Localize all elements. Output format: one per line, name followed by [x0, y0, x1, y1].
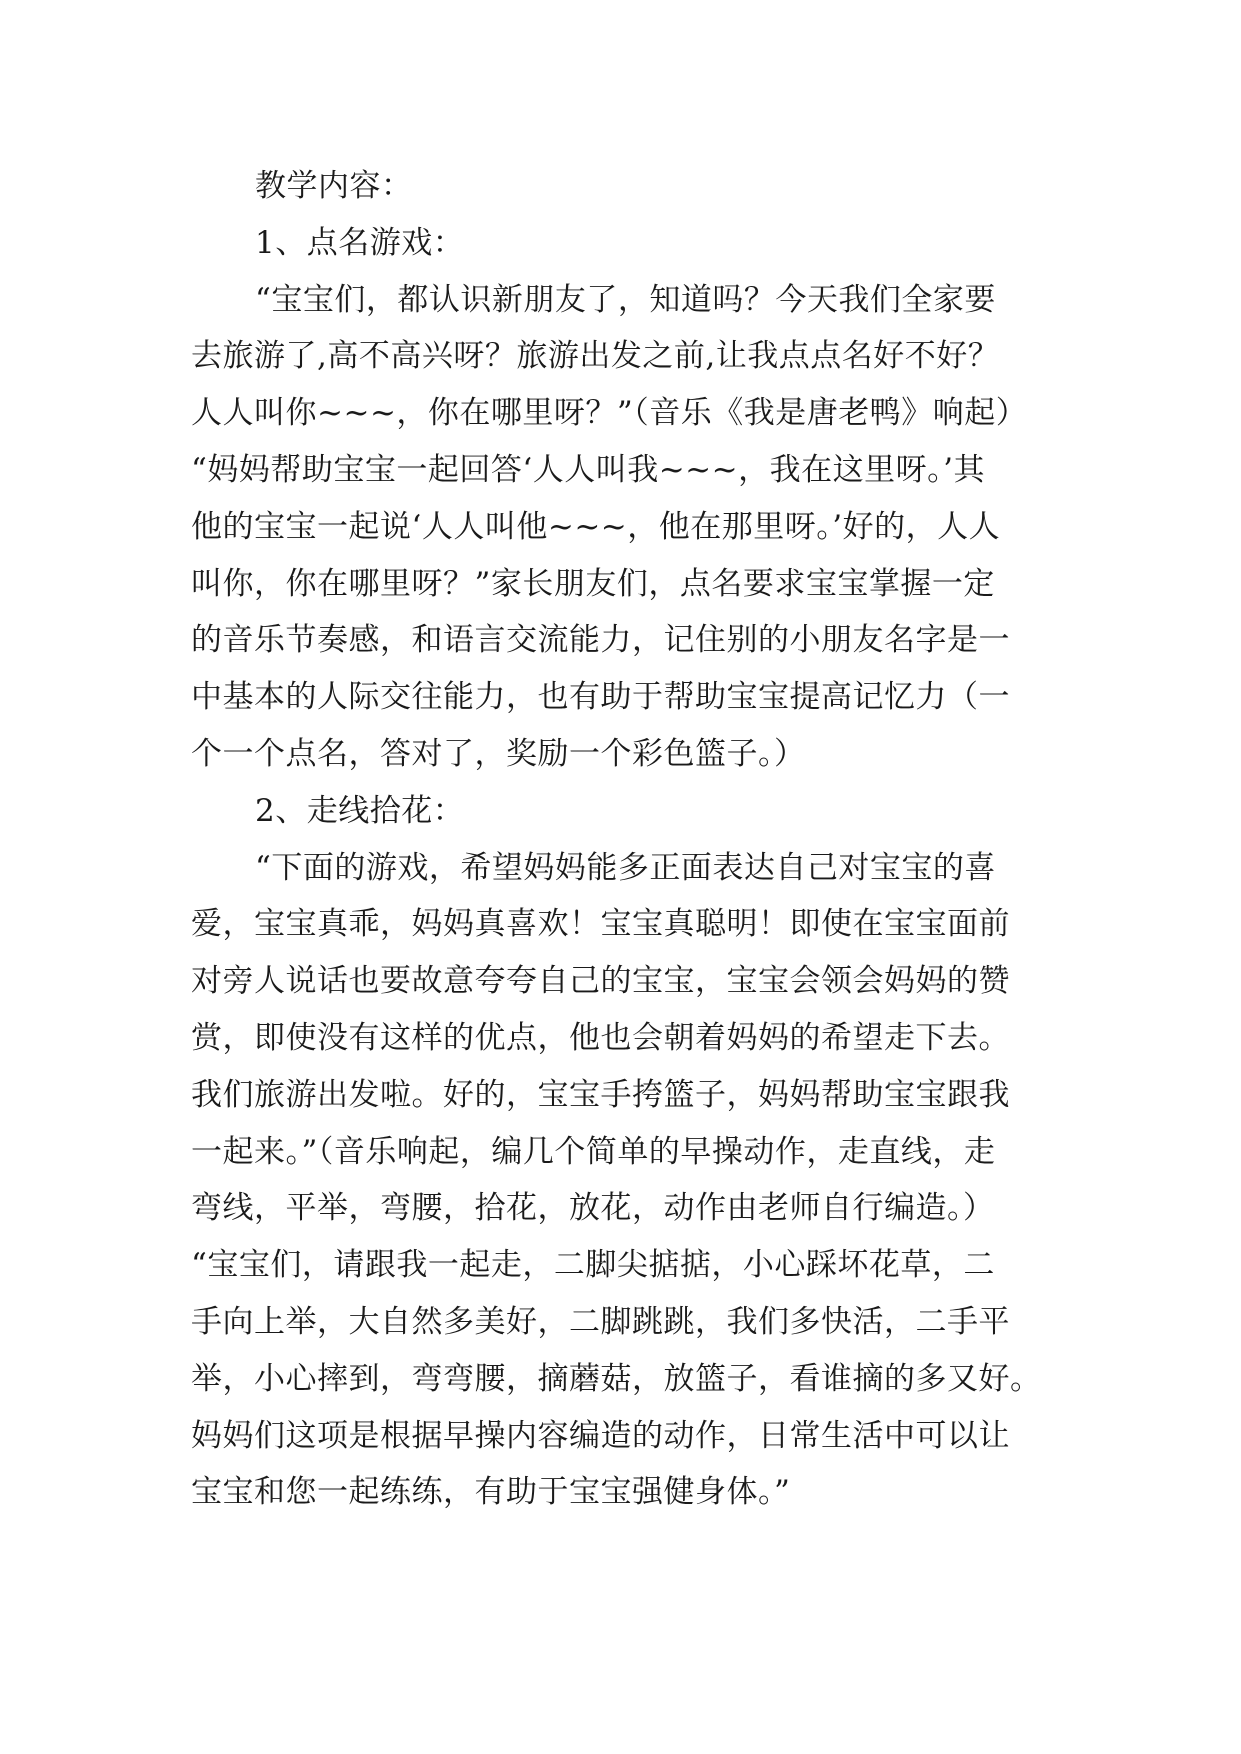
text-line: 叫你，你在哪里呀？”家长朋友们，点名要求宝宝掌握一定 — [191, 565, 995, 602]
text-line: 宝宝和您一起练练，有助于宝宝强健身体。” — [191, 1474, 791, 1511]
text-line: “下面的游戏，希望妈妈能多正面表达自己对宝宝的喜 — [255, 849, 996, 886]
text-line: “宝宝们，请跟我一起走，二脚尖掂掂，小心踩坏花草，二 — [191, 1247, 995, 1284]
text-line: 对旁人说话也要故意夸夸自己的宝宝，宝宝会领会妈妈的赞 — [191, 963, 1010, 1000]
text-line: 的音乐节奏感，和语言交流能力，记住别的小朋友名字是一 — [191, 622, 1010, 659]
text-line: 举，小心摔到，弯弯腰，摘蘑菇，放篮子，看谁摘的多又好。 — [191, 1360, 1042, 1397]
text-line: “宝宝们，都认识新朋友了，知道吗？今天我们全家要 — [255, 281, 996, 318]
text-line: 个一个点名，答对了，奖励一个彩色篮子。） — [191, 735, 806, 772]
document-body — [191, 158, 1071, 1521]
text-line: 赏，即使没有这样的优点，他也会朝着妈妈的希望走下去。 — [191, 1019, 1010, 1056]
text-line: 弯线，平举，弯腰，拾花，放花，动作由老师自行编造。） — [191, 1190, 995, 1227]
text-line: 爱，宝宝真乖，妈妈真喜欢！宝宝真聪明！即使在宝宝面前 — [191, 906, 1010, 943]
text-line: 人人叫你~~~，你在哪里呀？”（音乐《我是唐老鸭》响起） — [191, 395, 1028, 432]
text-line: “妈妈帮助宝宝一起回答‘人人叫我~~~，我在这里呀。’其 — [191, 451, 985, 488]
text-line: 他的宝宝一起说‘人人叫他~~~，他在那里呀。’好的，人人 — [191, 508, 1001, 545]
paragraph-roll-call — [191, 272, 1071, 783]
text-line: 中基本的人际交往能力，也有助于帮助宝宝提高记忆力（一 — [191, 679, 1010, 716]
text-line: 妈妈们这项是根据早操内容编造的动作，日常生活中可以让 — [191, 1417, 1010, 1454]
text-line: 一起来。”（音乐响起，编几个简单的早操动作，走直线，走 — [191, 1133, 996, 1170]
paragraph-walk-line — [191, 840, 1071, 1522]
section-title-roll-call: 1、点名游戏： — [255, 224, 465, 261]
text-line: 去旅游了,高不高兴呀？旅游出发之前,让我点点名好不好？ — [191, 338, 1000, 375]
text-line: 手向上举，大自然多美好，二脚跳跳，我们多快活，二手平 — [191, 1303, 1010, 1340]
heading-teaching-content: 教学内容： — [255, 168, 413, 204]
section-title-walk-line-pick-flowers: 2、走线拾花： — [255, 792, 465, 829]
text-line: 我们旅游出发啦。好的，宝宝手挎篮子，妈妈帮助宝宝跟我 — [191, 1076, 1010, 1113]
